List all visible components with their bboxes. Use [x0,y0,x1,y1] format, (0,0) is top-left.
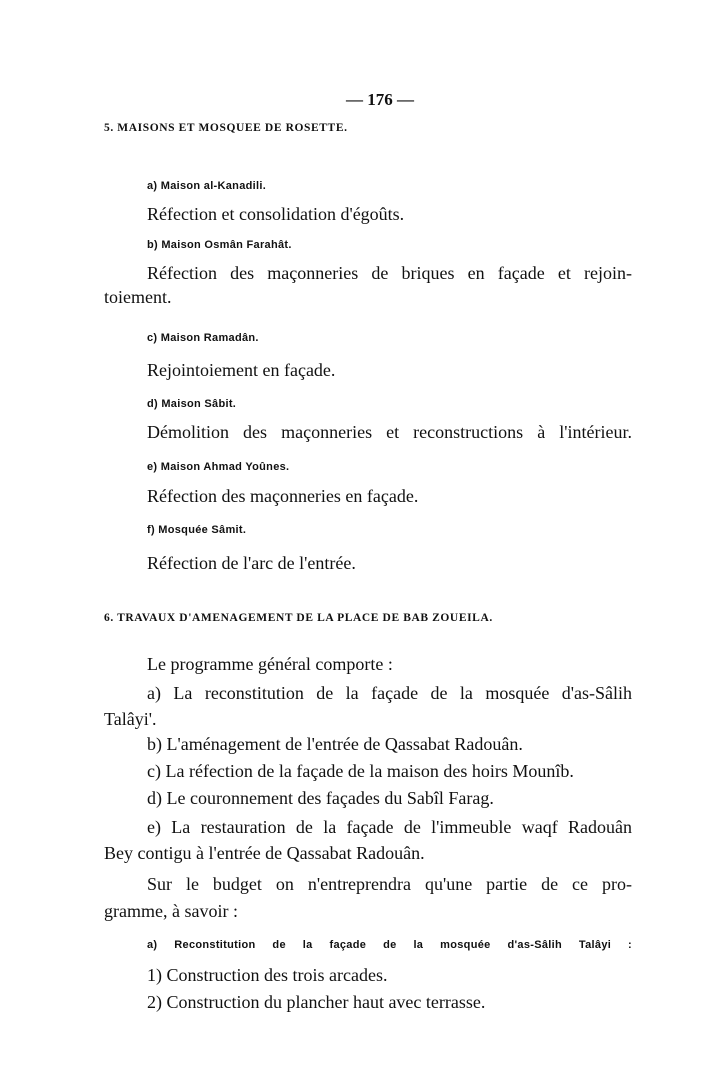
item-text: Démolition des maçonneries et reconstructions à l'intérieur. [147,422,632,442]
item-title: f) Mosquée Sâmit. [147,524,247,536]
section-6-heading: 6. TRAVAUX D'AMENAGEMENT DE LA PLACE DE BAB ZOUEILA. [104,612,493,624]
paragraph-line: c) La réfection de la façade de la maison des hoirs Mounîb. [147,761,574,781]
paragraph-line: Talâyi'. [104,709,157,729]
item-text: Rejointoiement en façade. [147,360,336,380]
item-text: Réfection des maçonneries de briques en façade et rejoin- [147,263,632,283]
item-title: a) Maison al-Kanadili. [147,180,267,192]
item-title: b) Maison Osmân Farahât. [147,239,292,251]
item-title: e) Maison Ahmad Yoûnes. [147,461,290,473]
page-number: — 176 — [346,90,414,109]
item-title: c) Maison Ramadân. [147,332,259,344]
section-5-heading: 5. MAISONS ET MOSQUEE DE ROSETTE. [104,122,348,134]
item-title: d) Maison Sâbit. [147,398,237,410]
paragraph-line: Le programme général comporte : [147,654,393,674]
item-text: Réfection et consolidation d'égoûts. [147,204,405,224]
step-line: 1) Construction des trois arcades. [147,965,388,985]
paragraph-line: b) L'aménagement de l'entrée de Qassabat Radouân. [147,734,523,754]
subheading: a) Reconstitution de la façade de la mosquée d'as-Sâlih Talâyi : [147,939,632,951]
paragraph-line: a) La reconstitution de la façade de la mosquée d'as-Sâlih [147,683,632,703]
item-text: Réfection des maçonneries en façade. [147,486,419,506]
paragraph-line: Sur le budget on n'entreprendra qu'une partie de ce pro- [147,874,632,894]
paragraph-line: d) Le couronnement des façades du Sabîl Farag. [147,788,494,808]
paragraph-line: gramme, à savoir : [104,901,238,921]
item-text: toiement. [104,287,172,307]
item-text: Réfection de l'arc de l'entrée. [147,553,356,573]
paragraph-line: e) La restauration de la façade de l'immeuble waqf Radouân [147,817,632,837]
paragraph-line: Bey contigu à l'entrée de Qassabat Radouân. [104,843,425,863]
step-line: 2) Construction du plancher haut avec terrasse. [147,992,486,1012]
